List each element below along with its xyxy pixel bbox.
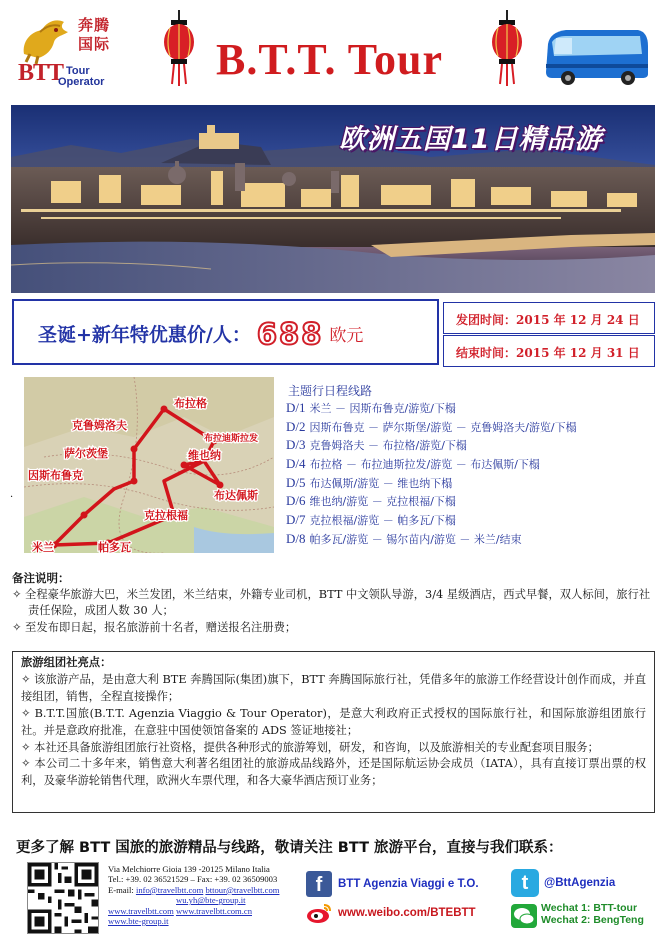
page-title: B.T.T. Tour [216,35,444,84]
itinerary-route: 帕多瓦/游览 － 锡尔苗内/游览 － 米兰/结束 [309,532,522,546]
lion-icon [16,14,76,64]
price-label: 圣诞+新年特优惠价/人： [38,324,251,346]
logo-cn-line2: 国际 [78,35,111,53]
twitter-label: @BttAgenzia [544,877,616,889]
depart-value: 2015 年 12 月 24 日 [516,313,640,327]
itinerary-route: 克鲁姆洛夫 － 布拉格/游览/下榻 [309,439,467,453]
price-value: 688 [256,317,324,351]
wechat-id-1: Wechat 1: BTT-tour [541,902,638,914]
logo-cn-line1: 奔腾 [78,16,111,34]
itinerary-day: D/5 [286,474,306,490]
qr-code[interactable] [27,862,99,934]
europe-map-image [24,377,274,553]
wechat-text [541,902,644,926]
itinerary-route: 因斯布鲁克 － 萨尔斯堡/游览 － 克鲁姆洛夫/游览/下榻 [309,420,577,434]
map-city-label: 帕多瓦 [98,541,131,553]
highlights-item: ✧ 本社还具备旅游组团旅行社资格，提供各种形式的旅游筹划，研发，和咨询，以及旅游相关的专业配套项目服务； [21,740,599,754]
itinerary-day: D/2 [286,418,306,434]
itinerary-row [286,437,658,456]
end-label: 结束时间： [456,346,517,360]
logo-cn-text [78,16,136,54]
map-city-label: 布达佩斯 [214,489,258,502]
price-box [12,299,439,365]
highlights-title: 旅游组团社亮点： [21,656,112,669]
map-city-label: 克拉根福 [144,509,188,522]
facebook-link[interactable] [306,871,479,897]
itinerary-row [286,400,658,419]
contact-phone: Tel.: +39. 02 36521529 – Fax: +39. 02 36509003 [108,874,278,885]
price-text [38,317,363,351]
map-city-label: 米兰 [32,541,54,553]
itinerary-day: D/3 [286,437,306,453]
itinerary-row [286,531,658,550]
itinerary-route: 米兰 － 因斯布鲁克/游览/下榻 [309,402,456,415]
bus-icon [542,24,652,88]
email-label: E-mail: [108,884,134,895]
route-map [24,377,274,553]
logo-tour: Tour [66,65,90,77]
header [0,0,663,100]
itinerary-day: D/4 [286,456,306,472]
notes-section [12,570,657,636]
lantern-icon [490,10,524,86]
itinerary-title: 主题行日程线路 [288,384,373,398]
website-link[interactable]: www.travelbtt.com [108,905,174,916]
itinerary-list [286,400,658,550]
qr-code-icon [28,863,98,933]
itinerary-route: 布达佩斯/游览 － 维也纳下榻 [309,476,453,490]
wechat-info [511,902,644,926]
hero-photo [11,105,655,293]
hero-title: 欧洲五国11日精品游 [339,124,603,155]
map-city-label: 萨尔茨堡 [64,447,108,460]
contact-email-line [108,895,279,905]
itinerary-route: 维也纳/游览 － 克拉根福/下榻 [309,495,456,509]
itinerary-day: D/7 [286,512,306,528]
email-link[interactable]: wu.yh@bte-group.it [176,895,246,906]
contact-web-line [108,916,279,926]
contact-info [108,864,279,926]
website-link[interactable]: www.travelbtt.com.cn [175,905,252,916]
itinerary-day: D/1 [286,400,306,415]
map-city-label: 布拉格 [174,397,207,410]
itinerary-row [286,475,658,494]
wechat-icon [511,904,537,928]
contact-email-line [108,885,279,895]
btt-logo [14,14,144,92]
notes-title: 备注说明： [12,571,70,585]
highlights-item: ✧ 该旅游产品，是由意大利 BTE 奔腾国际(集团)旗下，BTT 奔腾国际旅行社，凭借多年的旅游工作经营设计创作而成，并直接组团，销售，全程直接操作； [21,672,646,703]
contact-web-line [108,906,279,916]
twitter-icon: t [511,869,539,897]
email-link[interactable]: info@travelbtt.com [135,884,204,895]
end-value: 2015 年 12 月 31 日 [516,346,640,360]
logo-btt: BTT [18,60,64,86]
twitter-link[interactable] [511,869,615,897]
itinerary-row [286,419,658,438]
lantern-icon [162,10,196,86]
itinerary-row [286,493,658,512]
map-city-label: 因斯布鲁克 [28,469,83,482]
follow-us-text: 更多了解 BTT 国旅的旅游精品与线路，敬请关注 BTT 旅游平台，直接与我们联系： [16,840,563,856]
website-link[interactable]: www.bte-group.it [108,916,169,927]
stray-dot: · [10,492,14,503]
facebook-label: BTT Agenzia Viaggi e T.O. [338,878,479,890]
email-link[interactable]: bttour@travelbtt.com [205,884,280,895]
map-city-label: 布拉迪斯拉发 [204,434,259,444]
depart-date [443,302,655,334]
highlights-item: ✧ B.T.T.国旅(B.T.T. Agenzia Viaggio & Tour Operator)，是意大利政府正式授权的国际旅行社，和国际旅游组团旅行社。并是意政府批准，在意驻中国使领馆备案的 ADS 签证地接社； [21,706,646,737]
weibo-label: www.weibo.com/BTEBTT [338,907,476,919]
map-city-label: 维也纳 [188,449,221,462]
facebook-icon: f [306,871,332,897]
highlights-item: ✧ 本公司二十多年来，销售意大利著名组团社的旅游成品线路外，还是国际航运协会成员（IATA），具有直接订票出票的权利，及豪华游轮销售代理，欧洲火车票代理，和各大豪华酒店预订业务； [21,757,646,788]
itinerary-row [286,512,658,531]
itinerary-route: 克拉根福/游览 － 帕多瓦/下榻 [309,514,456,528]
weibo-icon [306,902,332,924]
end-date [443,335,655,367]
itinerary-day: D/6 [286,493,306,509]
highlights-box [12,651,655,813]
wechat-id-2: Wechat 2: BengTeng [541,914,644,926]
price-unit: 欧元 [329,326,364,346]
logo-tour-operator [58,66,104,88]
itinerary-row [286,456,658,475]
itinerary-day: D/8 [286,530,306,546]
weibo-link[interactable] [306,902,476,924]
logo-operator: Operator [58,76,105,88]
contact-address: Via Melchiorre Gioia 139 -20125 Milano Italia [108,864,270,874]
depart-label: 发团时间： [456,313,517,327]
itinerary-route: 布拉格 － 布拉迪斯拉发/游览 － 布达佩斯/下榻 [309,458,540,472]
notes-item: ✧ 至发布即日起，报名旅游前十名者，赠送报名注册费； [12,620,297,634]
map-city-label: 克鲁姆洛夫 [72,419,127,432]
notes-item: ✧ 全程豪华旅游大巴，米兰发团，米兰结束，外籍专业司机，BTT 中文领队导游，3/4 星级酒店，西式早餐，双人标间，旅行社责任保险，成团人数 30 人； [12,587,651,617]
